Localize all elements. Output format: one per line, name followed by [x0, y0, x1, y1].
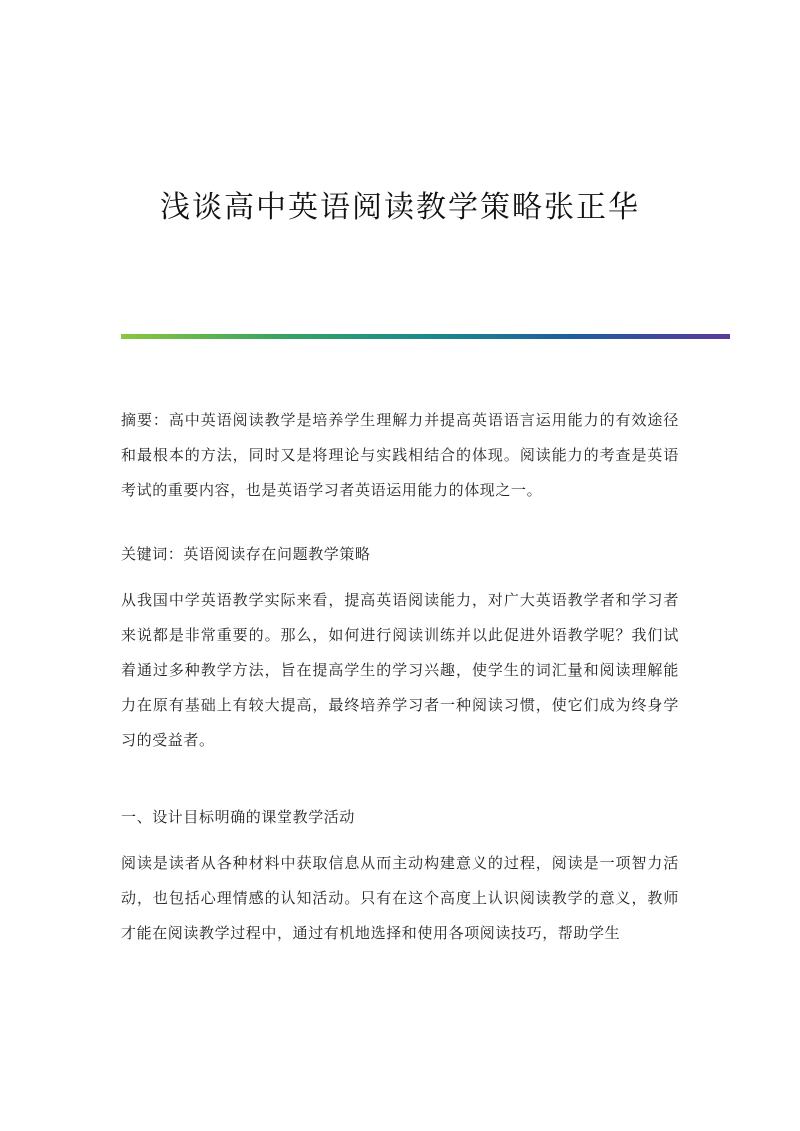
section-heading: 一、设计目标明确的课堂教学活动 [121, 808, 356, 826]
title-divider [121, 334, 730, 339]
abstract-paragraph: 摘要：高中英语阅读教学是培养学生理解力并提高英语语言运用能力的有效途径和最根本的方法，同时又是将理论与实践相结合的体现。阅读能力的考查是英语考试的重要内容，也是英语学习者英语运用能力的体现之一。 [121, 411, 679, 499]
keywords-line: 关键词：英语阅读存在问题教学策略 [121, 545, 371, 563]
body-paragraph: 阅读是读者从各种材料中获取信息从而主动构建意义的过程，阅读是一项智力活动，也包括心理情感的认知活动。只有在这个高度上认识阅读教学的意义，教师才能在阅读教学过程中，通过有机地选择和使用各项阅读技巧，帮助学生 [121, 854, 679, 942]
document-title: 浅谈高中英语阅读教学策略张正华 [160, 190, 640, 225]
body-paragraph: 从我国中学英语教学实际来看，提高英语阅读能力，对广大英语教学者和学习者来说都是非常重要的。那么，如何进行阅读训练并以此促进外语教学呢？我们试着通过多种教学方法，旨在提高学生的学习兴趣，使学生的词汇量和阅读理解能力在原有基础上有较大提高，最终培养学习者一种阅读习惯，使它们成为终身学习的受益者。 [121, 591, 679, 749]
